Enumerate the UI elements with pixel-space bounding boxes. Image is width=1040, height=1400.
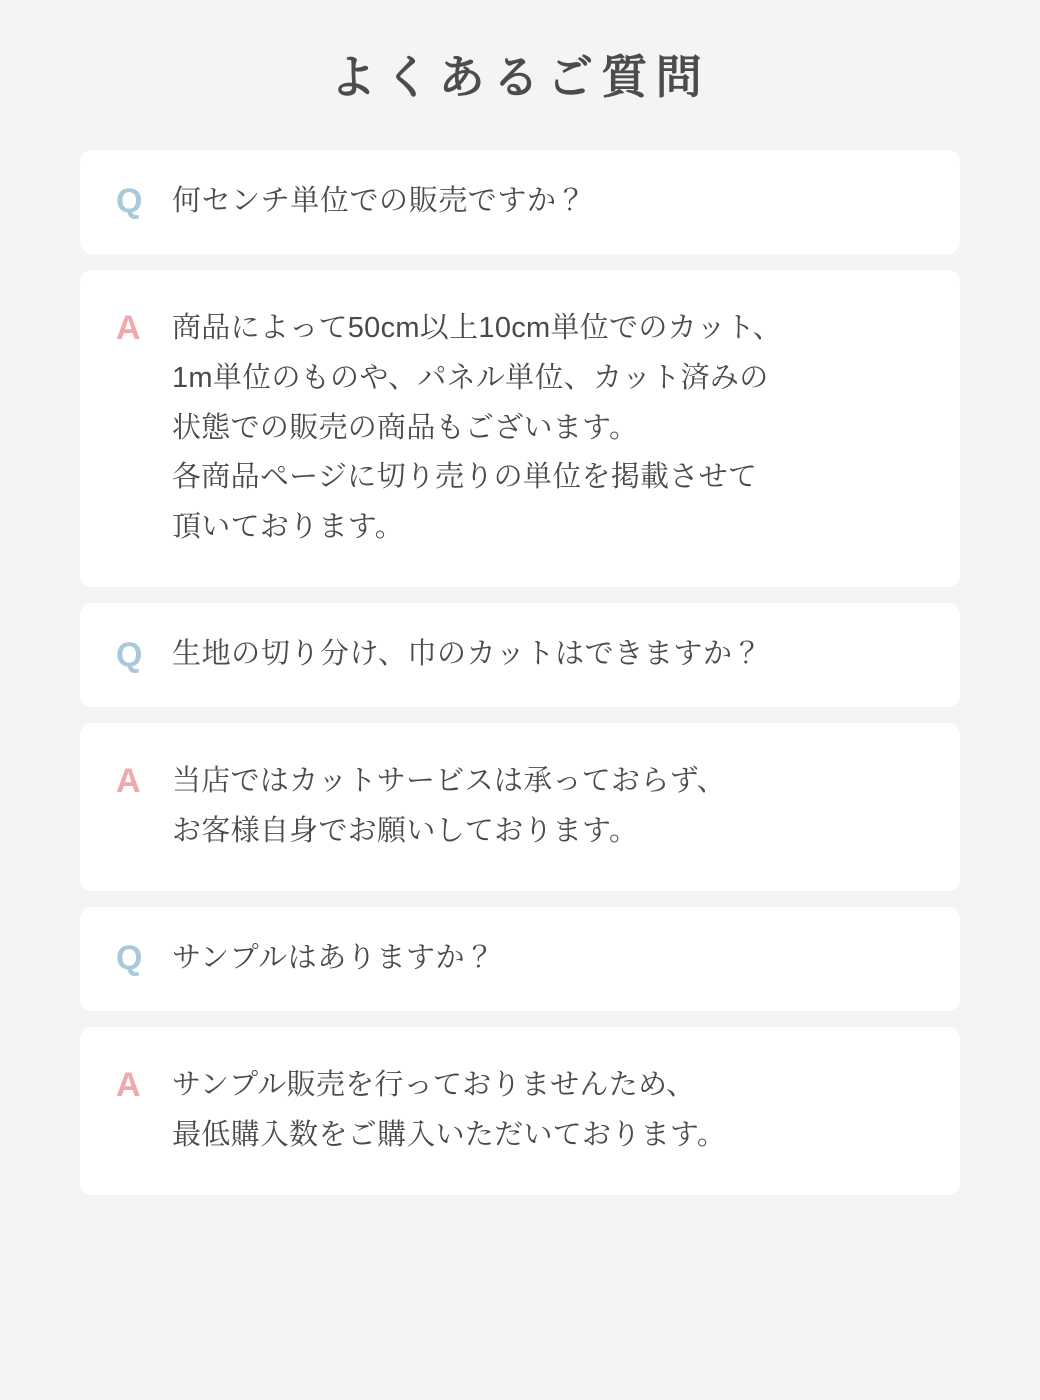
faq-question-card[interactable] [80,603,960,707]
faq-answer-card [80,270,960,587]
faq-question-card[interactable] [80,907,960,1011]
faq-list [80,150,960,1195]
faq-question-text: 生地の切り分け、巾のカットはできますか？ [172,638,763,671]
question-marker: Q [116,182,143,221]
question-marker: Q [116,635,143,674]
faq-answer-card [80,723,960,891]
faq-question-card[interactable] [80,150,960,254]
answer-marker: A [116,762,141,801]
faq-question-text: 何センチ単位での販売ですか？ [172,184,587,217]
answer-marker: A [116,308,141,347]
faq-answer-text: 商品によって50cm以上10cm単位でのカット、 1m単位のものや、パネル単位、カット済みの 状態での販売の商品もございます。 各商品ページに切り売りの単位を掲載させて 頂いております。 [172,311,782,544]
page-title: よくあるご質問 [330,51,710,103]
question-marker: Q [116,939,143,978]
faq-question-text: サンプルはありますか？ [172,941,495,974]
faq-answer-card [80,1027,960,1195]
faq-answer-text: サンプル販売を行っておりませんため、 最低購入数をご購入いただいております。 [172,1068,727,1151]
faq-answer-text: 当店ではカットサービスは承っておらず、 お客様自身でお願いしております。 [172,765,726,848]
answer-marker: A [116,1065,141,1104]
